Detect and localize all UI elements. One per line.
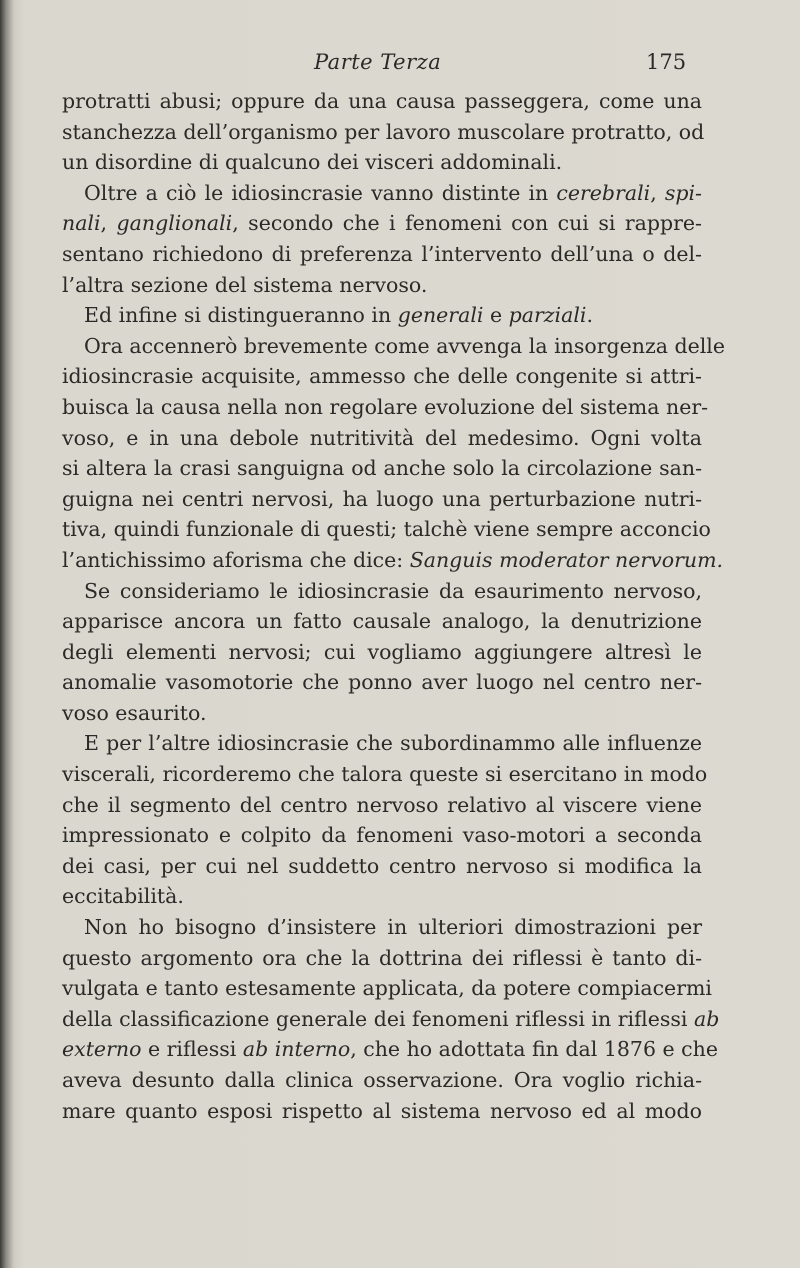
running-title: Parte Terza xyxy=(314,50,442,74)
text-segment: . xyxy=(586,303,593,328)
text-line xyxy=(62,300,702,331)
text-line xyxy=(62,973,712,1004)
page-number: 175 xyxy=(646,50,687,74)
italic-text: externo xyxy=(62,1037,142,1062)
text-segment: mare quanto esposi rispetto al sistema nervoso ed al modo xyxy=(62,1098,702,1123)
text-line xyxy=(62,270,702,301)
text-line xyxy=(62,912,702,943)
text-segment: , che ho adottata fin dal 1876 e che xyxy=(350,1037,718,1062)
text-line xyxy=(62,178,702,209)
text-line xyxy=(62,576,702,607)
text-segment: che il segmento del centro nervoso relativo al viscere viene xyxy=(62,792,702,817)
text-segment: , xyxy=(100,211,117,236)
text-segment: un disordine di qualcuno dei visceri addominali. xyxy=(62,150,563,175)
text-line xyxy=(62,1004,720,1035)
italic-text: nali xyxy=(62,211,101,236)
text-segment: e riflessi xyxy=(141,1037,243,1062)
text-line xyxy=(62,117,705,148)
italic-text: spi- xyxy=(664,180,702,205)
text-segment: l’altra sezione del sistema nervoso. xyxy=(62,272,428,297)
text-segment: sentano richiedono di preferenza l’intervento dell’una o del- xyxy=(62,241,702,266)
text-line xyxy=(62,881,702,912)
text-segment: Ed infine si distingueranno in xyxy=(84,303,398,328)
italic-text: ab xyxy=(693,1006,720,1031)
text-segment: voso, e in una debole nutritività del medesimo. Ogni volta xyxy=(62,425,702,450)
text-segment: , xyxy=(650,180,665,205)
text-line xyxy=(62,331,725,362)
text-line xyxy=(62,361,702,392)
text-segment: , secondo che i fenomeni con cui si rappre- xyxy=(232,211,702,236)
italic-text: generali xyxy=(397,303,484,328)
text-line xyxy=(62,514,711,545)
text-segment: Se consideriamo le idiosincrasie da esaurimento nervoso, xyxy=(84,578,702,603)
body-text xyxy=(62,86,725,1126)
text-segment: protratti abusi; oppure da una causa passeggera, come una xyxy=(62,89,702,113)
text-segment: guigna nei centri nervosi, ha luogo una perturbazione nutri- xyxy=(62,486,702,511)
text-segment: anomalie vasomotorie che ponno aver luogo nel centro ner- xyxy=(62,670,702,695)
text-line xyxy=(62,239,702,270)
text-line xyxy=(62,1096,702,1127)
text-line xyxy=(62,759,708,790)
text-line xyxy=(62,637,702,668)
text-segment: e xyxy=(483,303,509,328)
text-segment: eccitabilità. xyxy=(62,884,184,909)
text-segment: tiva, quindi funzionale di questi; talchè viene sempre acconcio xyxy=(62,517,711,542)
text-segment: della classificazione generale dei fenomeni riflessi in riflessi xyxy=(62,1006,694,1031)
text-line xyxy=(62,728,702,759)
text-segment: questo argomento ora che la dottrina dei riflessi è tanto di- xyxy=(62,945,702,970)
text-segment: l’antichissimo aforisma che dice: xyxy=(62,547,410,572)
text-segment: vulgata e tanto estesamente applicata, da potere compiacermi xyxy=(62,976,712,1001)
text-line xyxy=(62,667,702,698)
text-segment: si altera la crasi sanguigna od anche solo la circolazione san- xyxy=(62,456,702,481)
text-segment: dei casi, per cui nel suddetto centro nervoso si modifica la xyxy=(62,853,702,878)
text-segment: Non ho bisogno d’insistere in ulteriori dimostrazioni per xyxy=(84,915,702,940)
text-segment: buisca la causa nella non regolare evoluzione del sistema ner- xyxy=(62,394,709,419)
text-line xyxy=(62,208,702,239)
text-segment: viscerali, ricorderemo che talora queste si esercitano in modo xyxy=(62,762,708,787)
text-line xyxy=(62,851,702,882)
text-line xyxy=(62,820,702,851)
text-line xyxy=(62,453,702,484)
text-line xyxy=(62,86,702,117)
text-segment: idiosincrasie acquisite, ammesso che delle congenite si attri- xyxy=(62,364,702,389)
italic-text: ganglionali xyxy=(116,211,233,236)
text-line xyxy=(62,1065,702,1096)
text-segment: Oltre a ciò le idiosincrasie vanno distinte in xyxy=(84,180,557,205)
text-line xyxy=(62,1034,718,1065)
text-line xyxy=(62,392,709,423)
text-line xyxy=(62,698,702,729)
text-segment: degli elementi nervosi; cui vogliamo aggiungere altresì le xyxy=(62,639,702,664)
italic-text: parziali xyxy=(508,303,587,328)
text-segment: voso esaurito. xyxy=(62,700,207,725)
italic-text: cerebrali xyxy=(556,180,651,205)
text-line xyxy=(62,943,702,974)
text-line xyxy=(62,423,702,454)
page-header xyxy=(0,50,800,80)
text-segment: stanchezza dell’organismo per lavoro muscolare protratto, od xyxy=(62,119,705,144)
text-segment: Ora accennerò brevemente come avvenga la insorgenza delle xyxy=(84,333,725,358)
text-line xyxy=(62,790,702,821)
text-line xyxy=(62,545,724,576)
italic-text: ab interno xyxy=(242,1037,351,1062)
text-segment: apparisce ancora un fatto causale analogo, la denutrizione xyxy=(62,609,702,634)
text-line xyxy=(62,484,702,515)
text-line xyxy=(62,606,702,637)
italic-text: Sanguis moderator nervorum. xyxy=(409,547,724,572)
text-segment: impressionato e colpito da fenomeni vaso-motori a seconda xyxy=(62,823,702,848)
text-segment: E per l’altre idiosincrasie che subordinammo alle influenze xyxy=(84,731,702,756)
text-line xyxy=(62,147,702,178)
text-segment: aveva desunto dalla clinica osservazione. Ora voglio richia- xyxy=(62,1068,702,1092)
